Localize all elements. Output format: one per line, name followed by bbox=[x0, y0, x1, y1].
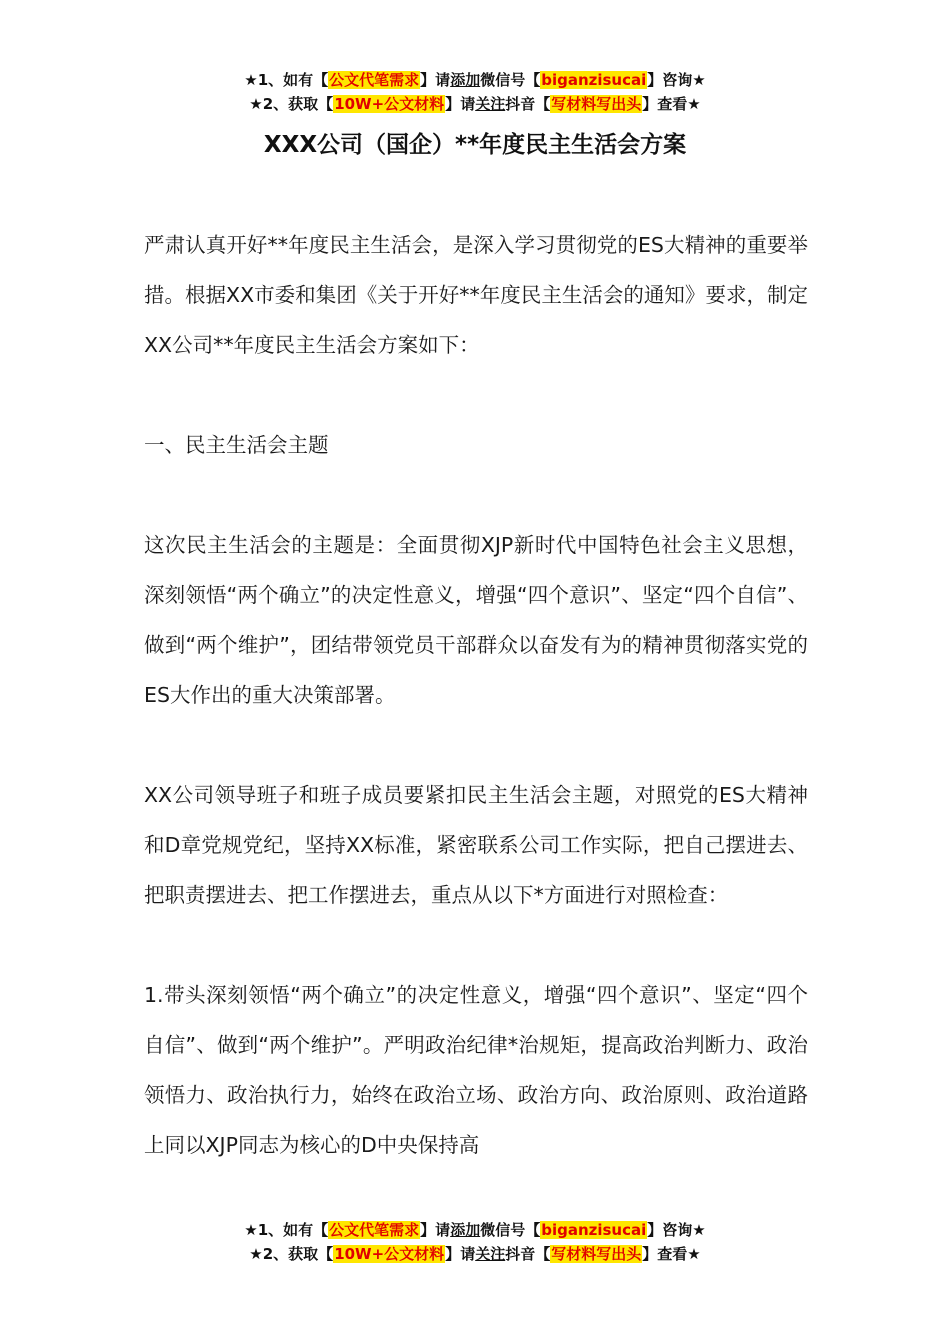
promo-text: 】请 bbox=[445, 95, 476, 113]
promo-text: 】请 bbox=[445, 1245, 476, 1263]
promo-highlight: 公文代笔需求 bbox=[329, 71, 420, 89]
promo-text: 2、获取【 bbox=[262, 1245, 334, 1263]
promo-text: 1、如有【 bbox=[257, 71, 329, 89]
star-icon: ★ bbox=[244, 71, 258, 89]
promo-banner-top bbox=[0, 68, 950, 116]
star-icon: ★ bbox=[249, 1245, 263, 1263]
list-item-paragraph: 1.带头深刻领悟“两个确立”的决定性意义，增强“四个意识”、坚定“四个自信”、做到“两个维护”。严明政治纪律*治规矩，提高政治判断力、政治领悟力、政治执行力，始终在政治立场、政治方向、政治原则、政治道路上同以XJP同志为核心的D中央保持高 bbox=[144, 983, 808, 1157]
promo-highlight: 10W+公文材料 bbox=[334, 95, 445, 113]
promo-text: 】请 bbox=[420, 71, 451, 89]
promo-text: 2、获取【 bbox=[262, 95, 334, 113]
promo-text: 微信号【 bbox=[480, 71, 541, 89]
promo-text: 】咨询★ bbox=[647, 71, 706, 89]
promo-text: 抖音【 bbox=[505, 1245, 551, 1263]
body-paragraph: 这次民主生活会的主题是：全面贯彻XJP新时代中国特色社会主义思想，深刻领悟“两个确立”的决定性意义，增强“四个意识”、坚定“四个自信”、做到“两个维护”，团结带领党员干部群众以奋发有为的精神贯彻落实党的ES大作出的重大决策部署。 bbox=[144, 533, 808, 707]
promo-highlight: 10W+公文材料 bbox=[334, 1245, 445, 1263]
promo-text: 】查看★ bbox=[642, 1245, 701, 1263]
wechat-id-highlight: biganzisucai bbox=[541, 71, 647, 89]
section-heading: 一、民主生活会主题 bbox=[144, 433, 329, 457]
wechat-id-highlight: biganzisucai bbox=[541, 1221, 647, 1239]
promo-text: 】请 bbox=[420, 1221, 451, 1239]
promo-underline: 添加 bbox=[450, 1221, 481, 1239]
promo-text: 】咨询★ bbox=[647, 1221, 706, 1239]
promo-line-1 bbox=[0, 68, 950, 92]
promo-line-2 bbox=[0, 1242, 950, 1266]
promo-underline: 添加 bbox=[450, 71, 481, 89]
promo-text: 微信号【 bbox=[480, 1221, 541, 1239]
promo-underline: 关注 bbox=[475, 1245, 506, 1263]
document-body bbox=[144, 220, 808, 1220]
star-icon: ★ bbox=[249, 95, 263, 113]
star-icon: ★ bbox=[244, 1221, 258, 1239]
promo-text: 抖音【 bbox=[505, 95, 551, 113]
promo-highlight: 公文代笔需求 bbox=[329, 1221, 420, 1239]
document-title: XXX公司（国企）**年度民主生活会方案 bbox=[263, 132, 687, 158]
promo-text: 】查看★ bbox=[642, 95, 701, 113]
promo-line-1 bbox=[0, 1218, 950, 1242]
promo-underline: 关注 bbox=[475, 95, 506, 113]
douyin-id-highlight: 写材料写出头 bbox=[551, 1245, 642, 1263]
body-paragraph: XX公司领导班子和班子成员要紧扣民主生活会主题，对照党的ES大精神和D章党规党纪，坚持XX标准，紧密联系公司工作实际，把自己摆进去、把职责摆进去、把工作摆进去，重点从以下*方面进行对照检查： bbox=[144, 783, 808, 907]
promo-line-2 bbox=[0, 92, 950, 116]
douyin-id-highlight: 写材料写出头 bbox=[551, 95, 642, 113]
promo-banner-bottom bbox=[0, 1218, 950, 1266]
intro-paragraph: 严肃认真开好**年度民主生活会，是深入学习贯彻党的ES大精神的重要举措。根据XX市委和集团《关于开好**年度民主生活会的通知》要求，制定XX公司**年度民主生活会方案如下： bbox=[144, 233, 808, 357]
promo-text: 1、如有【 bbox=[257, 1221, 329, 1239]
